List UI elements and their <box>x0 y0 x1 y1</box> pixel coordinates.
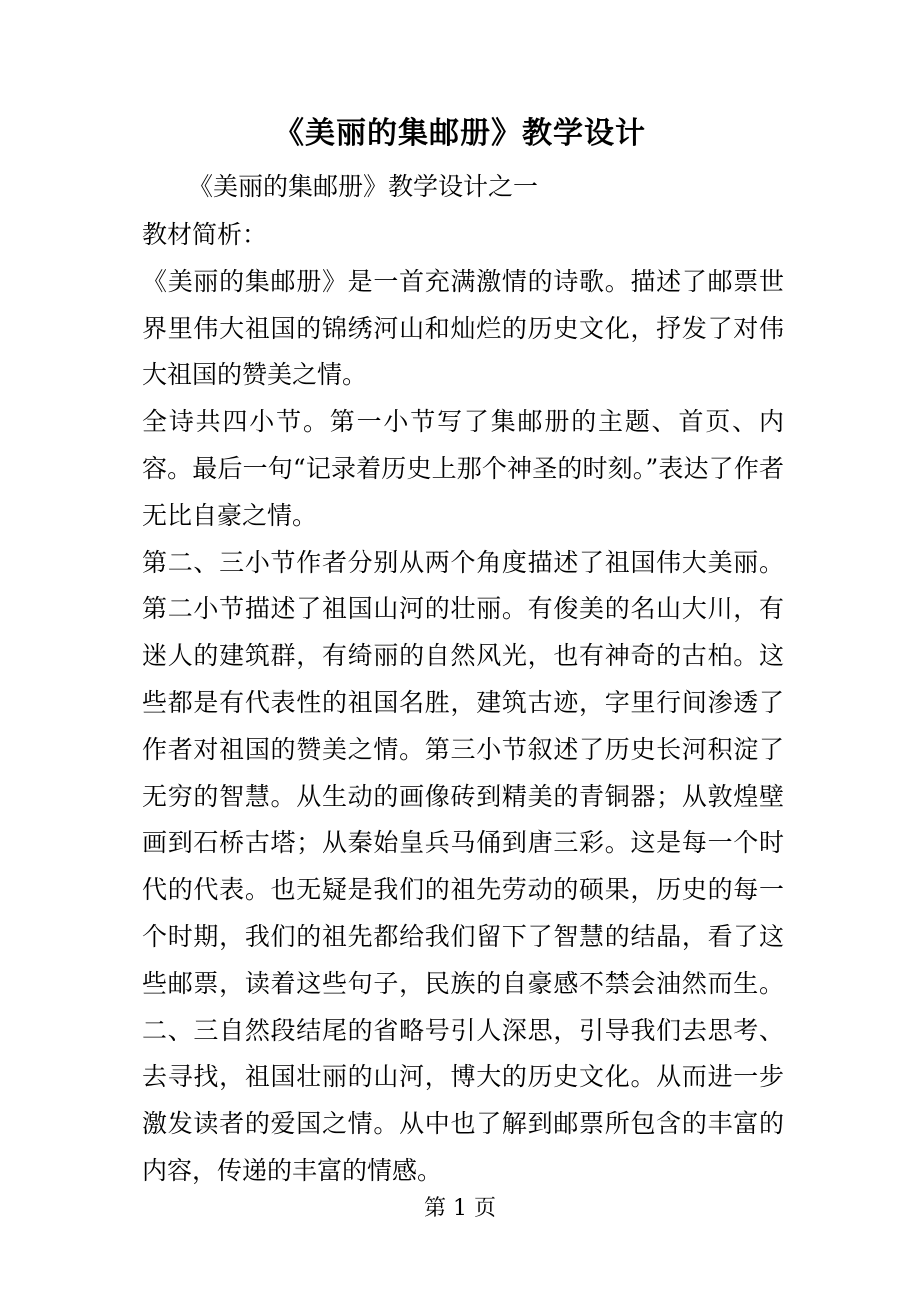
document-title: 《美丽的集邮册》教学设计 <box>274 116 646 151</box>
document-subtitle: 《美丽的集邮册》教学设计之一 <box>188 172 539 201</box>
paragraph-intro: 《美丽的集邮册》是一首充满激情的诗歌。描述了邮票世界里伟大祖国的锦绣河山和灿烂的历史文化，抒发了对伟大祖国的赞美之情。 <box>142 266 784 390</box>
paragraph-analysis: 第二、三小节作者分别从两个角度描述了祖国伟大美丽。第二小节描述了祖国山河的壮丽。有俊美的名山大川，有迷人的建筑群，有绮丽的自然风光，也有神奇的古柏。这些都是有代表性的祖国名胜，建筑古迹，字里行间渗透了作者对祖国的赞美之情。第三小节叙述了历史长河积淀了无穷的智慧。从生动的画像砖到精美的青铜器；从敦煌壁画到石桥古塔；从秦始皇兵马俑到唐三彩。这是每一个时代的代表。也无疑是我们的祖先劳动的硕果，历史的每一个时期，我们的祖先都给我们留下了智慧的结晶，看了这些邮票，读着这些句子，民族的自豪感不禁会油然而生。二、三自然段结尾的省略号引人深思，引导我们去思考、去寻找，祖国壮丽的山河，博大的历史文化。从而进一步激发读者的爱国之情。从中也了解到邮票所包含的丰富的内容，传递的丰富的情感。 <box>142 547 784 1185</box>
paragraph-structure: 全诗共四小节。第一小节写了集邮册的主题、首页、内容。最后一句“记录着历史上那个神圣的时刻。”表达了作者无比自豪之情。 <box>142 407 784 530</box>
page-number: 第 1 页 <box>424 1196 496 1221</box>
section-heading: 教材简析： <box>142 220 268 249</box>
document-body <box>142 212 784 1195</box>
